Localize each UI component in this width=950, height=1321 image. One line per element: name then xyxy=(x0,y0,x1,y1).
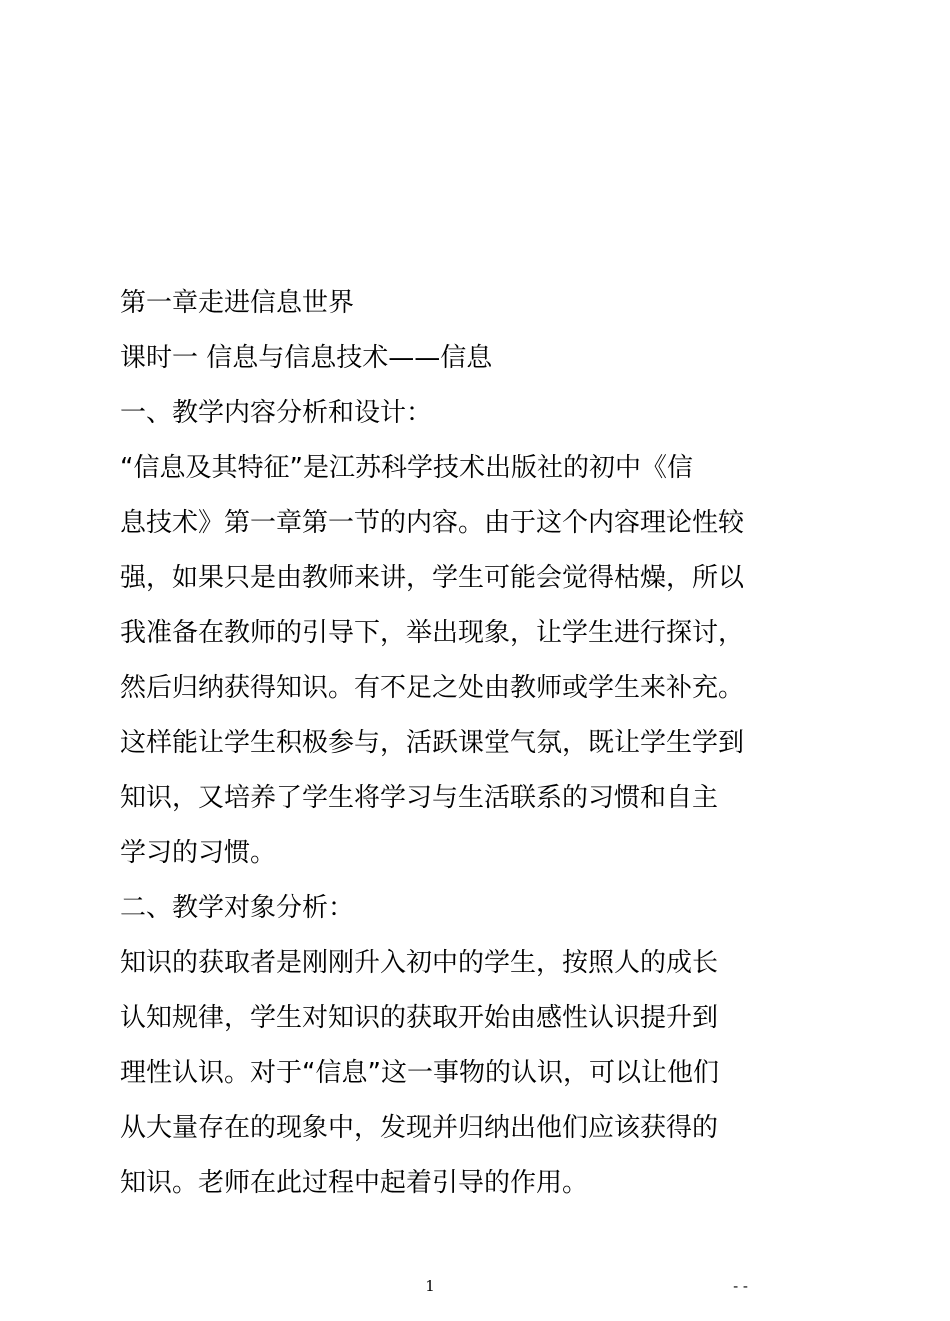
paragraph-line: 认知规律，学生对知识的获取开始由感性认识提升到 xyxy=(120,1003,719,1033)
page-number: 1 xyxy=(425,1277,435,1295)
paragraph-line: 理性认识。对于“信息”这一事物的认识，可以让他们 xyxy=(120,1058,719,1088)
paragraph-line: 息技术》第一章第一节的内容。由于这个内容理论性较 xyxy=(120,508,745,538)
section-heading-2: 二、教学对象分析： xyxy=(120,893,355,923)
paragraph-line: “信息及其特征”是江苏科学技术出版社的初中《信 xyxy=(120,453,693,483)
lesson-title: 课时一 信息与信息技术——信息 xyxy=(120,343,493,373)
paragraph-line: 这样能让学生积极参与，活跃课堂气氛，既让学生学到 xyxy=(120,728,745,758)
paragraph-line: 知识，又培养了学生将学习与生活联系的习惯和自主 xyxy=(120,783,719,813)
document-body xyxy=(120,276,745,1211)
paragraph-line: 知识的获取者是刚刚升入初中的学生，按照人的成长 xyxy=(120,948,719,978)
chapter-title: 第一章走进信息世界 xyxy=(120,288,355,318)
paragraph-line: 从大量存在的现象中，发现并归纳出他们应该获得的 xyxy=(120,1113,719,1143)
paragraph-line: 强，如果只是由教师来讲，学生可能会觉得枯燥，所以 xyxy=(120,563,745,593)
section-heading-1: 一、教学内容分析和设计： xyxy=(120,398,433,428)
paragraph-line: 我准备在教师的引导下，举出现象，让学生进行探讨， xyxy=(120,618,745,648)
footer-mark: - - xyxy=(733,1277,748,1295)
paragraph-line: 学习的习惯。 xyxy=(120,838,277,868)
paragraph-line: 知识。老师在此过程中起着引导的作用。 xyxy=(120,1168,589,1198)
paragraph-line: 然后归纳获得知识。有不足之处由教师或学生来补充。 xyxy=(120,673,745,703)
